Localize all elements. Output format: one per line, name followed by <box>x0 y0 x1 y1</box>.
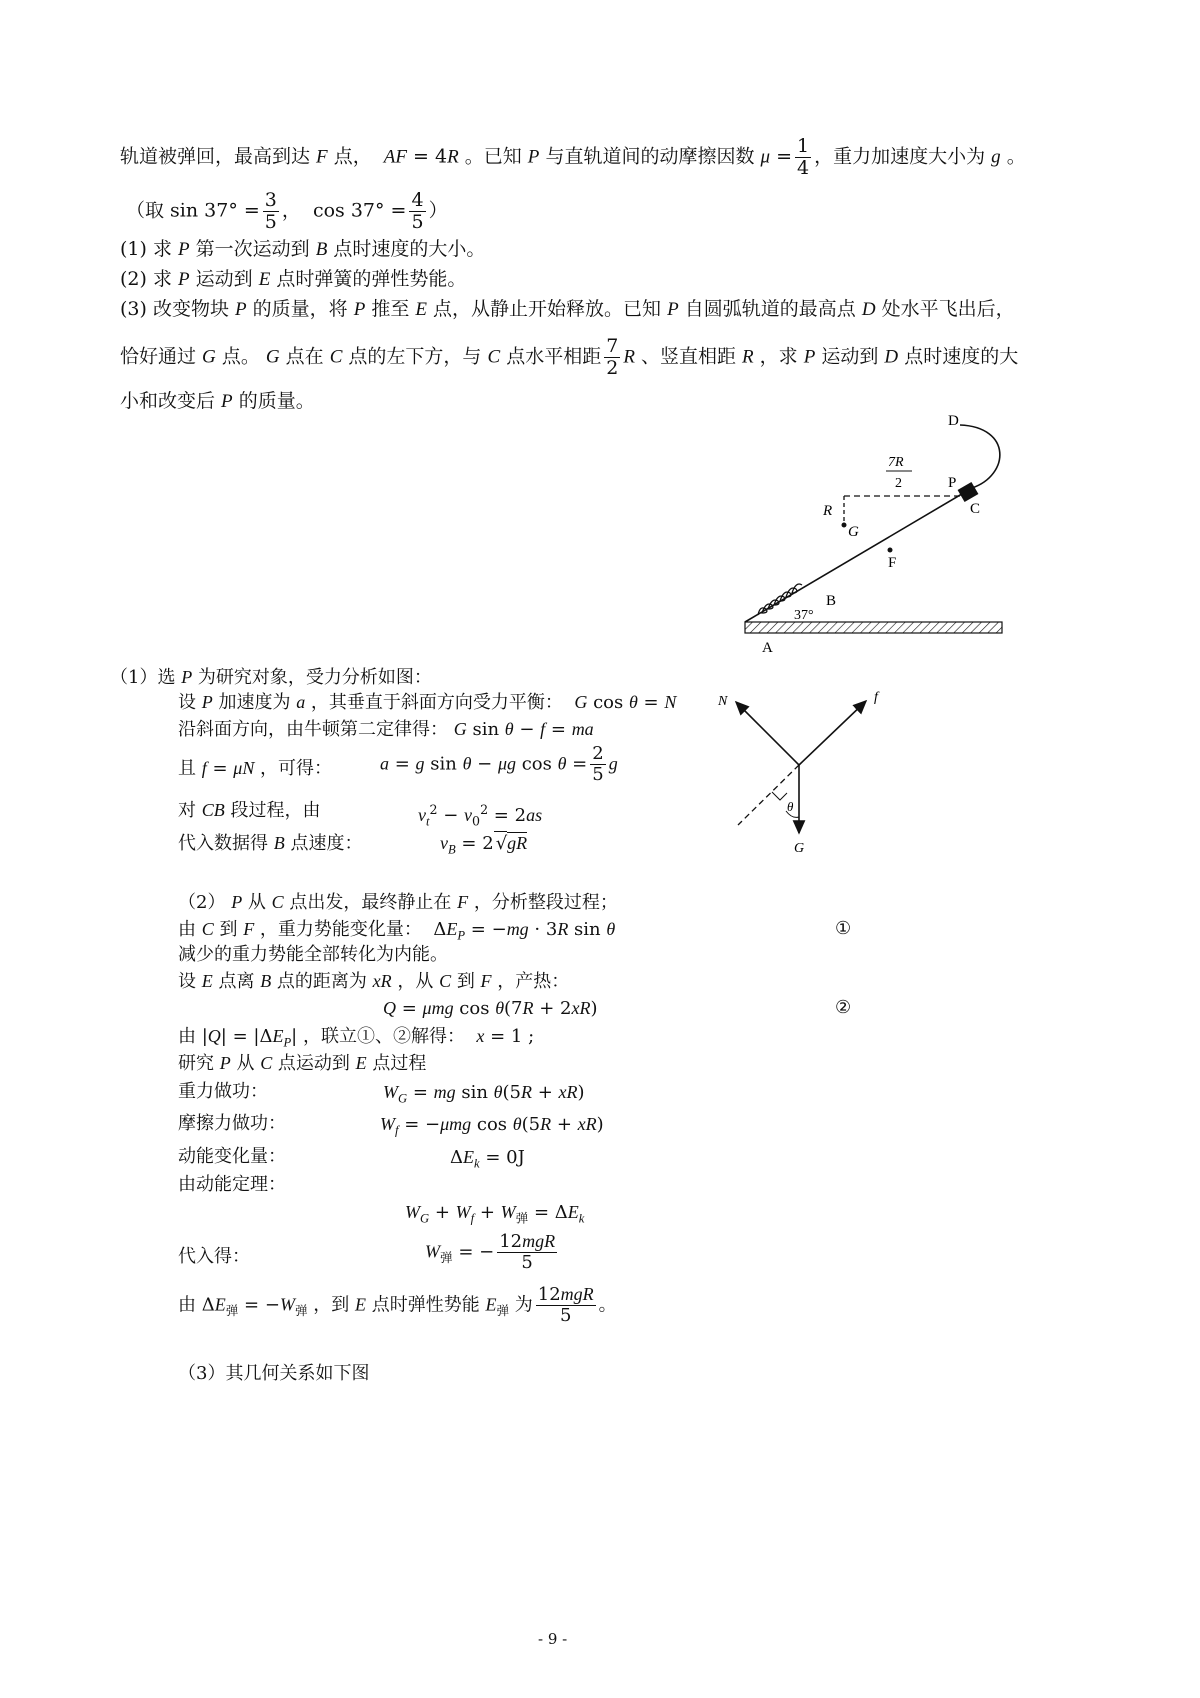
label-theta: θ <box>787 799 794 814</box>
label-g: G <box>848 524 859 540</box>
solution-2-heading: （2） P 从 C 点出发，最终静止在 F ，分析整段过程； <box>178 892 618 913</box>
circle-mark-1: ① <box>835 918 852 939</box>
ground-hatch <box>745 622 1002 633</box>
solution-1-line-3: 且 f = μN ，可得： <box>178 758 333 779</box>
solution-2-eq-ek: $\Delta E_k = 0J$ <box>450 1147 525 1171</box>
solution-2-line-1: 由 C 到 F ，重力势能变化量： $\Delta E_P = -mg \cdot 3R$ sin θ <box>178 919 616 943</box>
label-a: A <box>762 640 773 656</box>
solution-2-line-5: 由 $|Q| = |\Delta E_P|$ ，联立①、②解得： x = 1 ; <box>178 1026 535 1050</box>
dashed-normal-line <box>738 765 799 825</box>
solution-1-line-5: 代入数据得 B 点速度： <box>178 833 363 854</box>
label-f-force: f <box>874 690 878 705</box>
force-n-arrow <box>736 702 799 765</box>
solution-2-line-6: 研究 P 从 C 点运动到 E 点过程 <box>178 1053 427 1074</box>
solution-2-eq-theorem: $W_G + W_f + W_弹 = \Delta E_k$ <box>405 1202 585 1226</box>
question-3-line-3: 小和改变后 P 的质量。 <box>120 390 315 412</box>
force-diagram <box>710 685 910 865</box>
solution-2-label-wf: 摩擦力做功： <box>178 1113 286 1134</box>
label-angle: 37° <box>794 608 814 623</box>
solution-1-eq-vb: $v_B = 2$ √gR <box>440 833 528 857</box>
label-2: 2 <box>895 476 902 491</box>
solution-3-heading: （3）其几何关系如下图 <box>178 1363 370 1384</box>
solution-2-line-3: 设 E 点离 B 点的距离为 xR ，从 C 到 F ，产热： <box>178 971 570 992</box>
solution-1-line-1: 设 P 加速度为 a ，其垂直于斜面方向受力平衡： G cos θ = N <box>178 692 677 713</box>
solution-2-line-13: 由 $\Delta E_弹 = -W_弹$ ，到 E 点时弹性势能 $E_弹$ 为 $\frac{\text{12mgR}}{5}$ 。 <box>178 1284 617 1326</box>
solution-2-eq-q: Q = μmg cos θ(7R + 2xR) <box>383 998 598 1019</box>
problem-line-1: 轨道被弹回，最高到达 F 点， AF = 4R 。已知 P 与直轨道间的动摩擦因数 μ = $\frac{1}{4}$ ，重力加速度大小为 g 。 <box>120 135 1026 179</box>
incline-figure <box>740 405 1020 665</box>
solution-2-label-sub: 代入得： <box>178 1246 250 1267</box>
solution-2-line-2: 减少的重力势能全部转化为内能。 <box>178 944 448 965</box>
label-n: N <box>718 694 728 709</box>
label-c: C <box>970 501 981 517</box>
question-3-line-2: 恰好通过 G 点。 G 点在 C 点的左下方，与 C 点水平相距 $\frac{7}{2}$ R 、竖直相距 R ，求 P 运动到 D 点时速度的大 <box>120 335 1019 379</box>
point-g-dot <box>842 523 847 528</box>
circle-mark-2: ② <box>835 997 852 1018</box>
solution-2-line-10: 由动能定理： <box>178 1174 286 1195</box>
solution-2-eq-wspring: $W_弹$ = − $\frac{\text{12mgR}}{5}$ <box>425 1231 556 1273</box>
label-r: R <box>823 503 833 519</box>
circular-arc-track <box>960 425 1000 488</box>
label-d: D <box>948 413 959 429</box>
solution-1-line-2: 沿斜面方向，由牛顿第二定律得： G sin θ − f = ma <box>178 719 594 740</box>
solution-2-eq-wg: $W_G$ = mg sin θ(5R + xR) <box>383 1082 585 1106</box>
solution-2-label-wg: 重力做功： <box>178 1081 268 1102</box>
force-f-arrow <box>799 701 866 765</box>
label-f: F <box>888 555 897 571</box>
block-p <box>958 482 979 502</box>
question-1: (1) 求 P 第一次运动到 B 点时速度的大小。 <box>120 238 486 260</box>
solution-2-eq-wf: $W_f = -\mu mg$ cos θ(5R + xR) <box>380 1114 604 1138</box>
solution-1-eq-a: a = g sin θ − μg cos θ = $\frac{2}{5}$ g <box>380 743 618 785</box>
solution-1-line-4: 对 CB 段过程，由 <box>178 800 321 821</box>
solution-2-label-ek: 动能变化量： <box>178 1146 286 1167</box>
point-f-dot <box>888 548 893 553</box>
label-p: P <box>948 475 957 491</box>
label-7r: 7R <box>888 455 904 470</box>
question-3-line-1: (3) 改变物块 P 的质量，将 P 推至 E 点，从静止开始释放。已知 P 自圆弧轨道的最高点 D 处水平飞出后， <box>120 298 1015 320</box>
right-angle-mark <box>772 792 787 800</box>
trig-note: （取 sin 37° = $\frac{3}{5}$ ， cos 37° = $\frac{4}{5}$ ） <box>126 189 448 233</box>
solution-1-heading: （1）选 P 为研究对象，受力分析如图： <box>110 667 432 688</box>
page-number: - 9 - <box>538 1630 568 1648</box>
solution-1-eq-kinematics: $v_t^2 - v_0^2 = 2as$ <box>418 802 543 829</box>
label-g-force: G <box>794 841 805 856</box>
label-b: B <box>826 593 837 609</box>
question-2: (2) 求 P 运动到 E 点时弹簧的弹性势能。 <box>120 268 467 290</box>
